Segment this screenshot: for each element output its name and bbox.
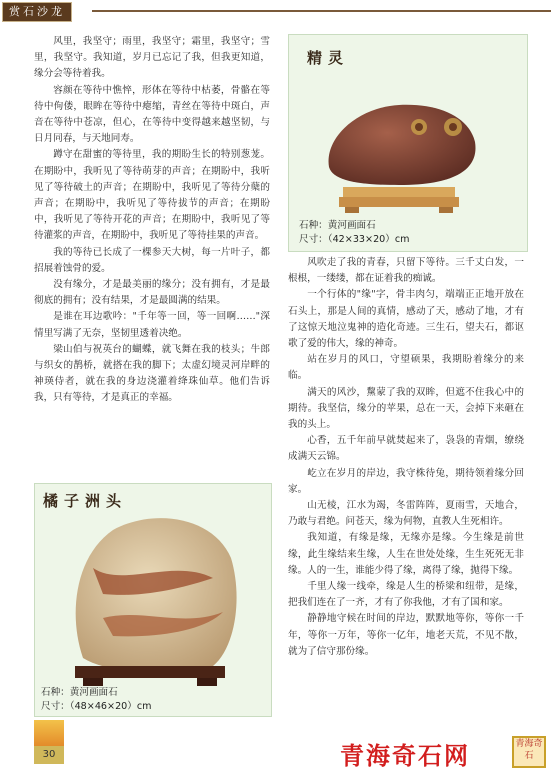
paragraph: 风里，我坚守；雨里，我坚守；霜里，我坚守；雪里，我坚守。我知道，岁月已忘记了我，但我更知道，缘分会等待着我。 xyxy=(34,36,270,80)
right-column-text xyxy=(288,255,524,660)
stone-title: 橘子洲头 xyxy=(43,492,128,510)
paragraph: 我的等待已长成了一棵参天大树，每一片叶子，都招展着蚀骨的爱。 xyxy=(34,246,270,274)
page-number: 30 xyxy=(34,746,64,764)
stone-species: 石种：黄河画面石 xyxy=(299,220,376,231)
stone-panel-juzizhoutou xyxy=(34,483,272,717)
paragraph: 满天的风沙，黧蒙了我的双眸，但遮不住我心中的期待。我坚信，缘分的苹果，总在一天，会掉下来砸在我的头上。 xyxy=(288,386,524,431)
paragraph: 蹲守在甜蜜的等待里，我的期盼生长的特别葱茏。在期盼中，我听见了等待萌芽的声音；在期盼中，我听见了等待破土的声音；在期盼中，我听见了等待分蘖的声音；在期盼中，我听见了等待拔节的声音；在期盼中，我听见了等待开花的声音；在期盼中，我听见了等待灌浆的声音，在期盼中，我听见了等待挂果的声音。 xyxy=(34,149,270,242)
paragraph: 风吹走了我的青春，只留下等待。三千丈白发，一根根，一缕缕，都在证着我的痴诚。 xyxy=(288,257,524,285)
stone-title: 精灵 xyxy=(307,49,350,67)
paragraph: 千里人缘一线牵，缘是人生的桥梁和纽带，是缘，把我们连在了一齐，才有了你我他，才有了国和家。 xyxy=(288,581,524,609)
paragraph: 站在岁月的风口，守望硕果，我期盼着缘分的来临。 xyxy=(288,354,524,382)
paragraph: 心香，五千年前早就焚起来了，袅袅的青烟，缭绕成满天云锦。 xyxy=(288,435,524,463)
site-watermark: 青海奇石网 xyxy=(340,741,470,770)
paragraph: 是谁在耳边歌吟："千年等一回，等一回啊……"深情里写满了无奈，坚韧里透着决绝。 xyxy=(34,311,270,339)
stone-size: 尺寸：（42×33×20）cm xyxy=(299,234,410,245)
paragraph: 容颜在等待中憔悴，形体在等待中枯萎，骨骼在等待中佝偻，眼眸在等待中瘪缩，青丝在等待中斑白，声音在等待中苍凉，但心，在等待中变得越来越坚韧，与日月同春，与天地同寿。 xyxy=(34,84,270,145)
stone-species: 石种：黄河画面石 xyxy=(41,687,118,698)
paragraph: 山无棱，江水为竭，冬雷阵阵，夏雨雪，天地合，乃敢与君绝。问苍天，缘为何物，直教人生死相许。 xyxy=(288,500,524,528)
paragraph: 没有缘分，才是最美丽的缘分；没有拥有，才是最彻底的拥有；没有结果，才是最圆满的结果。 xyxy=(34,279,270,307)
top-bar xyxy=(0,0,551,22)
paragraph: 我知道，有缘是缘，无缘亦是缘。今生缘是前世缘，此生缘结来生缘，人生在世处处缘，生生死死无非缘。人的一生，谁能少得了缘，离得了缘，抛得下缘。 xyxy=(288,532,524,576)
paragraph: 梁山伯与祝英台的蝴蝶，就飞舞在我的枝头；牛郎与织女的鹊桥，就搭在我的脚下；太虚幻境灵河岸畔的神瑛侍者，就在我的身边浇灌着绛珠仙草。他们告诉我，只有等待，才是真正的幸福。 xyxy=(34,343,270,404)
left-column-text xyxy=(34,34,270,407)
wooden-stand xyxy=(75,666,225,686)
paragraph: 一个行体的"缘"字，骨丰肉匀，端端正正地开放在石头上，那是人间的真情，感动了天，感动了地，才有了这惊天地泣鬼神的造化奇迹。三生石，望夫石，都讴歌了爱的伟大，缘的神奇。 xyxy=(288,289,524,350)
page-decoration xyxy=(34,720,64,746)
header-rule xyxy=(92,10,551,12)
stone-size: 尺寸：（48×46×20）cm xyxy=(41,701,152,712)
stone-panel-jingling xyxy=(288,34,528,252)
paragraph: 静静地守候在时间的岸边，默默地等你，等你一千年，等你一万年，等你一亿年，地老天荒，不见不散，就为了信守那份缘。 xyxy=(288,613,524,657)
paragraph: 屹立在岁月的岸边，我守株待兔，期待领着缘分回家。 xyxy=(288,467,524,495)
wooden-stand xyxy=(339,185,459,215)
seal-stamp: 青海奇石 xyxy=(512,736,546,768)
banded-stone-image xyxy=(63,508,243,676)
section-tag: 赏石沙龙 xyxy=(2,2,72,22)
red-stone-image xyxy=(319,97,479,189)
